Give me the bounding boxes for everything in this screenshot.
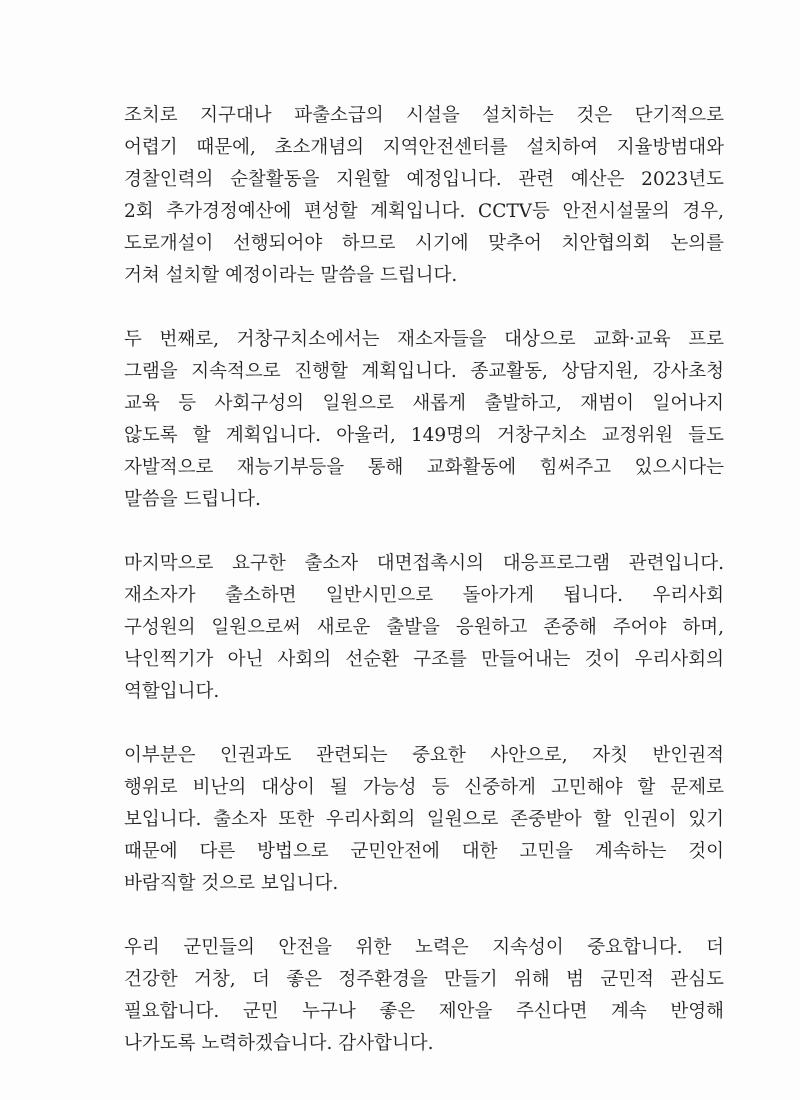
text-line: 보입니다. 출소자 또한 우리사회의 일원으로 존중받아 할 인권이 있기 <box>124 809 724 830</box>
text-line: 조치로 지구대나 파출소급의 시설을 설치하는 것은 단기적으로 <box>124 105 724 126</box>
text-line: 재소자가 출소하면 일반시민으로 돌아가게 됩니다. 우리사회 <box>124 585 724 606</box>
document-body <box>124 100 724 1092</box>
paragraph-4 <box>124 740 724 900</box>
text-line: 마지막으로 요구한 출소자 대면접촉시의 대응프로그램 관련입니다. <box>124 553 724 574</box>
text-line: 때문에 다른 방법으로 군민안전에 대한 고민을 계속하는 것이 <box>124 841 724 862</box>
text-line: 역할입니다. <box>124 681 220 702</box>
text-line: 거쳐 설치할 예정이라는 말씀을 드립니다. <box>124 265 458 286</box>
text-line: 교육 등 사회구성의 일원으로 새롭게 출발하고, 재범이 일어나지 <box>124 393 724 414</box>
paragraph-2 <box>124 324 724 516</box>
text-line: 건강한 거창, 더 좋은 정주환경을 만들기 위해 범 군민적 관심도 <box>124 969 724 990</box>
text-line: 않도록 할 계획입니다. 아울러, 149명의 거창구치소 교정위원 들도 <box>124 425 724 446</box>
paragraph-1 <box>124 100 724 292</box>
text-line: 경찰인력의 순찰활동을 지원할 예정입니다. 관련 예산은 2023년도 <box>124 169 724 190</box>
text-line: 어렵기 때문에, 초소개념의 지역안전센터를 설치하여 지율방범대와 <box>124 137 724 158</box>
text-line: 행위로 비난의 대상이 될 가능성 등 신중하게 고민해야 할 문제로 <box>124 777 724 798</box>
text-line: 이부분은 인권과도 관련되는 중요한 사안으로, 자칫 반인권적 <box>124 745 724 766</box>
paragraph-5 <box>124 932 724 1060</box>
text-line: 나가도록 노력하겠습니다. 감사합니다. <box>124 1033 434 1054</box>
text-line: 구성원의 일원으로써 새로운 출발을 응원하고 존중해 주어야 하며, <box>124 617 724 638</box>
text-line: 2회 추가경정예산에 편성할 계획입니다. CCTV등 안전시설물의 경우, <box>124 201 724 222</box>
text-line: 낙인찍기가 아닌 사회의 선순환 구조를 만들어내는 것이 우리사회의 <box>124 649 724 670</box>
paragraph-3 <box>124 548 724 708</box>
text-line: 도로개설이 선행되어야 하므로 시기에 맞추어 치안협의회 논의를 <box>124 233 724 254</box>
text-line: 필요합니다. 군민 누구나 좋은 제안을 주신다면 계속 반영해 <box>124 1001 724 1022</box>
text-line: 말씀을 드립니다. <box>124 489 261 510</box>
text-line: 우리 군민들의 안전을 위한 노력은 지속성이 중요합니다. 더 <box>124 937 724 958</box>
text-line: 바람직할 것으로 보입니다. <box>124 873 339 894</box>
text-line: 그램을 지속적으로 진행할 계획입니다. 종교활동, 상담지원, 강사초청 <box>124 361 724 382</box>
text-line: 두 번째로, 거창구치소에서는 재소자들을 대상으로 교화·교육 프로 <box>124 329 724 350</box>
text-line: 자발적으로 재능기부등을 통해 교화활동에 힘써주고 있으시다는 <box>124 457 724 478</box>
